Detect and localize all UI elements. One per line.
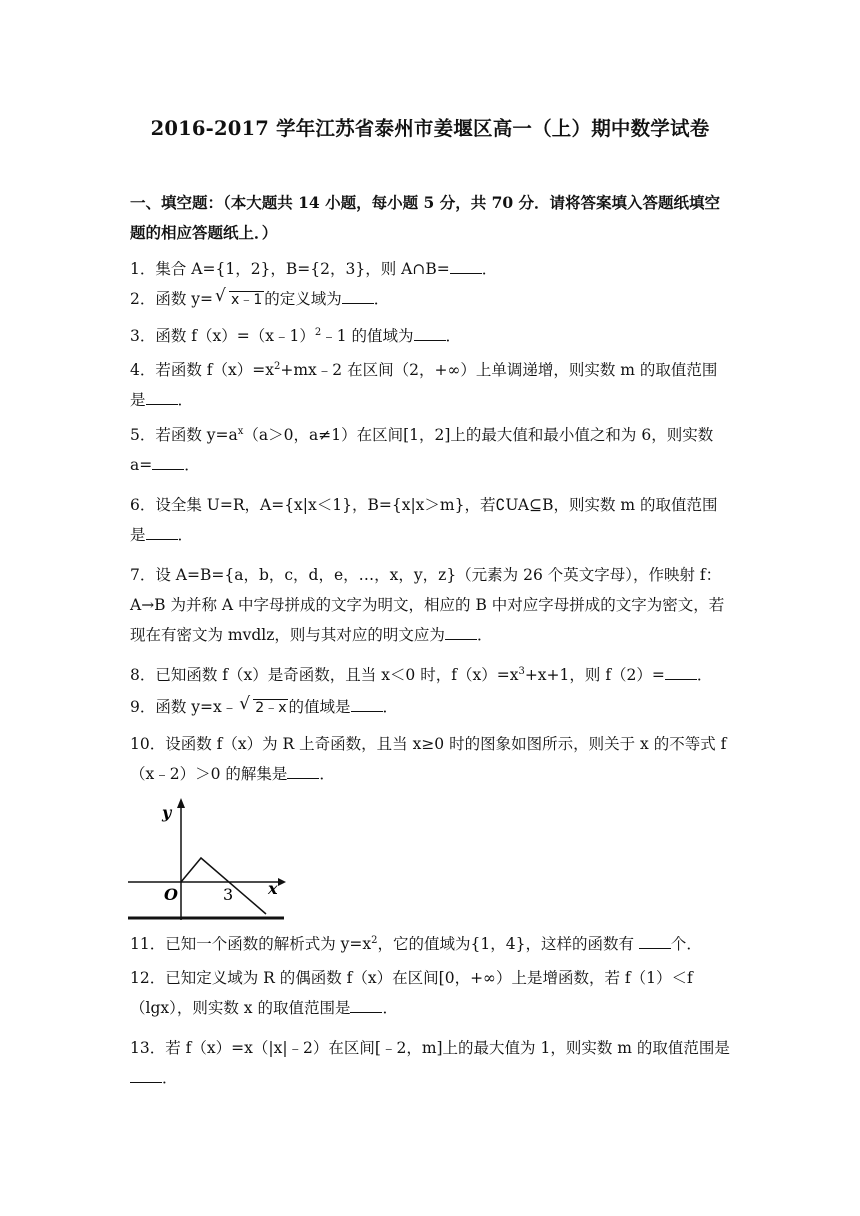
answer-blank — [414, 326, 446, 341]
question-2: 2．函数 y= √ x﹣1 的定义域为 ． — [130, 284, 730, 315]
question-11: 11．已知一个函数的解析式为 $y=x^2$，它的值域为{1，4}，这样的函数有 个． — [130, 934, 702, 953]
origin-label: O — [164, 885, 178, 904]
question-5: 5．若函数 $y=a^x(a>0$，a≠1）在区间[1，2]上的最大值和最小值之和为 6，则实数 a= ． — [130, 425, 714, 474]
question-4: 4．若函数 $f(x)=x^2+mx﹣2$ 在区间（2，+∞）上单调递增，则实数 m 的取值范围是 ． — [130, 360, 718, 409]
answer-blank — [152, 455, 184, 470]
answer-blank — [445, 625, 477, 640]
answer-blank — [450, 259, 482, 274]
question-13: 13．若 f（x）=x（|x|﹣2）在区间[﹣2，m]上的最大值为 1，则实数 m 的取值范围是． — [130, 1039, 730, 1087]
question-10: 10．设函数 f（x）为 R 上奇函数，且当 x≥0 时的图象如图所示，则关于 x 的不等式 f（x﹣2）＞0 的解集是 ． — [130, 735, 727, 783]
answer-blank — [639, 934, 671, 949]
answer-blank — [350, 998, 382, 1013]
question-1: 1．集合 A={1，2}，B={2，3}，则 A∩B= ． — [130, 260, 498, 278]
question-text: 1．集合 A={1，2}，B={2，3}，则 A∩B= — [130, 260, 450, 278]
answer-blank — [287, 764, 319, 779]
y-axis-arrow-icon — [177, 798, 185, 808]
question-8: 8．已知函数 f（x）是奇函数，且当 x＜0 时，$f(x)=x^3+x+1$，则 f（2）= ． — [130, 665, 713, 684]
question-12: 12．已知定义域为 R 的偶函数 f（x）在区间[0，+∞）上是增函数，若 f（1）＜f（lgx），则实数 x 的取值范围是 ． — [130, 969, 693, 1017]
answer-blank — [130, 1068, 162, 1083]
y-axis-label: y — [162, 803, 172, 822]
answer-blank — [351, 697, 383, 712]
sqrt-expression: √ 2﹣x — [239, 694, 287, 716]
answer-blank — [342, 289, 374, 304]
x-axis-arrow-icon — [278, 878, 286, 886]
x-axis-label: x — [268, 879, 278, 898]
tick-label: 3 — [223, 885, 234, 904]
page-title: 2016-2017 学年江苏省泰州市姜堰区高一（上）期中数学试卷 — [150, 117, 710, 140]
question-9: 9．函数 y=x﹣ √ 2﹣x 的值域是 ． — [130, 692, 730, 723]
question-7: 7．设 A=B={a，b，c，d，e，…，x，y，z}（元素为 26 个英文字母），作映射 f：A→B 为并称 A 中字母拼成的文字为明文，相应的 B 中对应字母拼成的文字为密文，若现在有密文为 mvdlz，则与其对应的明文应为 ． — [130, 566, 725, 644]
answer-blank — [665, 665, 697, 680]
question-3: 3．函数 f（x）=（x﹣1）$^2$﹣1 的值域为 ． — [130, 326, 462, 345]
sqrt-expression: √ x﹣1 — [215, 286, 263, 308]
function-graph — [128, 796, 286, 920]
answer-blank — [146, 390, 178, 405]
answer-blank — [146, 525, 178, 540]
question-6: 6．设全集 U=R，A={x|x＜1}，B={x|x＞m}，若∁UA⊆B，则实数 m 的取值范围是 ． — [130, 496, 718, 544]
section-heading: 一、填空题：（本大题共 14 小题，每小题 5 分，共 70 分．请将答案填入答题纸填空题的相应答题纸上．） — [130, 193, 721, 242]
